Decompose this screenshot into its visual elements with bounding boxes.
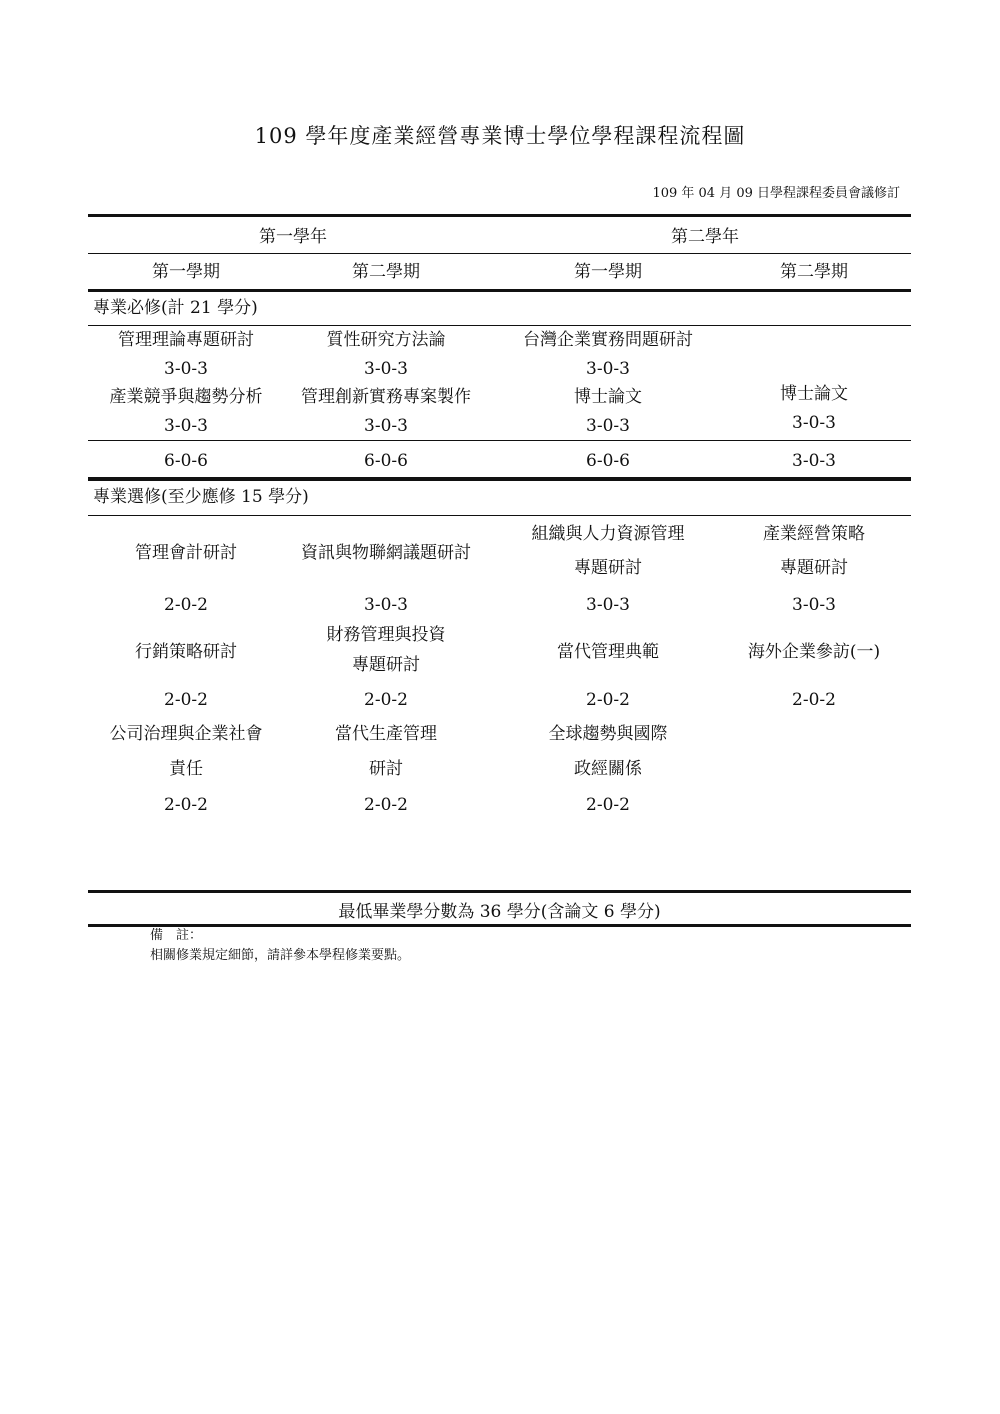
course-credit: 2-0-2 [586,690,630,710]
course-credit: 2-0-2 [364,795,408,815]
required-total: 6-0-6 [586,451,630,471]
semester-header: 第一學期 [574,262,642,282]
revision-note: 109 年 04 月 09 日學程課程委員會議修訂 [652,186,900,201]
course-credit: 2-0-2 [164,795,208,815]
elective-header-divider [88,515,911,516]
required-header-divider [88,325,911,326]
course-name: 管理創新實務專案製作 [301,387,471,407]
course-name-line2: 專題研討 [574,558,642,578]
course-name: 產業競爭與趨勢分析 [109,387,263,407]
course-name: 組織與人力資源管理 [531,524,685,544]
course-credit: 3-0-3 [586,359,630,379]
course-name: 質性研究方法論 [326,330,446,350]
course-credit: 3-0-3 [164,359,208,379]
course-credit: 3-0-3 [792,595,836,615]
year-2-header: 第二學年 [671,227,739,247]
course-name: 產業經營策略 [763,524,865,544]
year-divider [88,253,911,254]
required-section-label: 專業必修(計 21 學分) [93,298,258,318]
course-name: 財務管理與投資 [326,625,446,645]
course-credit: 3-0-3 [792,413,836,433]
course-name: 行銷策略研討 [135,642,237,662]
course-credit: 2-0-2 [586,795,630,815]
summary-bottom-rule [88,924,911,927]
course-name: 台灣企業實務問題研討 [523,330,693,350]
semester-header: 第一學期 [152,262,220,282]
course-credit: 2-0-2 [364,690,408,710]
course-credit: 2-0-2 [164,595,208,615]
elective-section-label: 專業選修(至少應修 15 學分) [93,487,309,507]
course-name: 當代管理典範 [557,642,659,662]
course-credit: 3-0-3 [364,595,408,615]
course-name: 資訊與物聯網議題研討 [301,543,471,563]
notes-body: 相關修業規定細節，請詳參本學程修業要點。 [150,948,411,963]
course-credit: 2-0-2 [164,690,208,710]
course-credit: 3-0-3 [364,416,408,436]
course-name: 管理理論專題研討 [118,330,254,350]
course-credit: 3-0-3 [364,359,408,379]
graduation-credit-summary: 最低畢業學分數為 36 學分(含論文 6 學分) [338,902,661,922]
semester-divider [88,289,911,292]
course-name: 博士論文 [574,387,642,407]
course-name: 博士論文 [780,384,848,404]
course-name-line2: 專題研討 [780,558,848,578]
course-name: 公司治理與企業社會 [109,724,263,744]
notes-heading: 備 註： [150,928,203,943]
required-totals-divider [88,440,911,441]
semester-header: 第二學期 [780,262,848,282]
summary-top-rule [88,890,911,893]
required-total: 3-0-3 [792,451,836,471]
course-name-line2: 專題研討 [352,655,420,675]
table-top-rule [88,214,911,217]
course-name: 當代生產管理 [335,724,437,744]
semester-header: 第二學期 [352,262,420,282]
course-credit: 3-0-3 [586,416,630,436]
course-name-line2: 政經關係 [574,759,642,779]
course-name: 海外企業參訪(一) [747,642,881,662]
course-name-line2: 責任 [169,759,203,779]
course-name: 全球趨勢與國際 [548,724,668,744]
year-1-header: 第一學年 [259,227,327,247]
page-title: 109 學年度產業經營專業博士學位學程課程流程圖 [254,124,746,148]
required-total: 6-0-6 [164,451,208,471]
course-credit: 3-0-3 [164,416,208,436]
course-name: 管理會計研討 [135,543,237,563]
required-total: 6-0-6 [364,451,408,471]
course-name-line2: 研討 [369,759,403,779]
course-credit: 2-0-2 [792,690,836,710]
course-credit: 3-0-3 [586,595,630,615]
section-divider [88,477,911,481]
